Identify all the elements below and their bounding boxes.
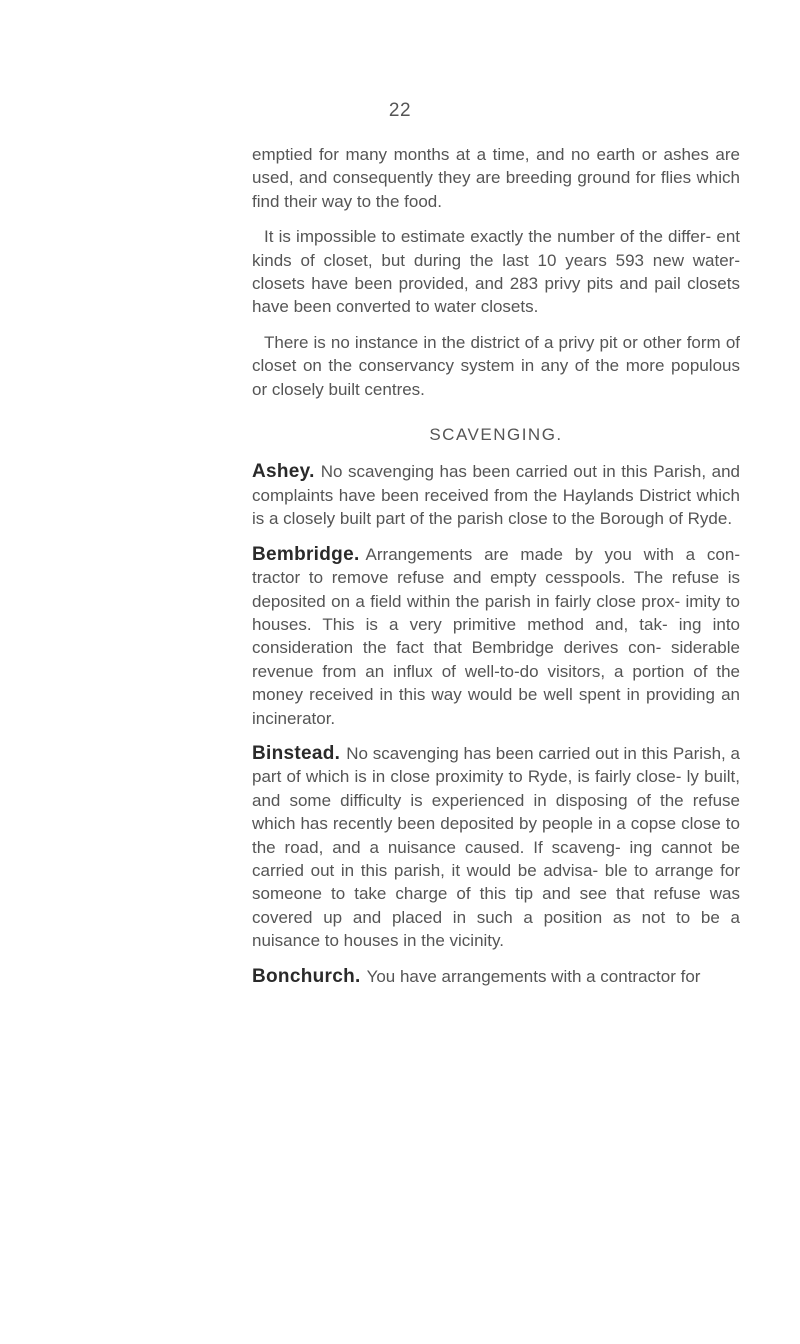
- page-number: 22: [388, 100, 412, 121]
- parish-entry-ashey: [252, 460, 740, 530]
- parish-entry-bonchurch: [252, 965, 740, 988]
- body-text: [252, 143, 740, 1000]
- parish-text: You have arrangements with a contractor for: [366, 966, 701, 986]
- parish-text: Arrangements are made by you with a con- tractor to remove refuse and empty cesspools. The refuse is deposited on a field within the parish in fairly close prox- imity to houses. This is a very primitive method and, tak- ing into consideration the fact that Bembridge derives con- siderable revenue from an influx of well-to-do visitors, a portion of the money received in this way would be well spent in providing an incinerator.: [252, 544, 740, 728]
- paragraph-conservancy: There is no instance in the district of a privy pit or other form of closet on the conservancy system in any of the more populous or closely built centres.: [252, 332, 740, 399]
- parish-name: Ashey.: [252, 461, 315, 483]
- parish-name: Bonchurch.: [252, 965, 361, 987]
- section-heading-scavenging: SCAVENGING.: [429, 425, 563, 445]
- parish-name: Bembridge.: [252, 543, 360, 565]
- paragraph-closet-counts: It is impossible to estimate exactly the number of the differ- ent kinds of closet, but during the last 10 years 593 new water- closets have been provided, and 283 privy pits and pail closets have been converted to water closets.: [252, 227, 740, 317]
- parish-text: No scavenging has been carried out in this Parish, and complaints have been received from the Haylands District which is a closely built part of the parish close to the Borough of Ryde.: [252, 462, 740, 529]
- paragraph-flies: emptied for many months at a time, and no earth or ashes are used, and consequently they are breeding ground for flies which find their way to the food.: [252, 145, 740, 211]
- parish-text: No scavenging has been carried out in this Parish, a part of which is in close proximity to Ryde, is fairly close- ly built, and some difficulty is experienced in disposing of the refuse which has recently been deposited by people in a copse close to the road, and a nuisance caused. If scaveng- ing cannot be carried out in this parish, it would be advisa- ble to arrange for someone to take charge of this tip and see that refuse was covered up and placed in such a position as not to be a nuisance to houses in the vicinity.: [252, 743, 740, 951]
- parish-entry-binstead: [252, 742, 740, 953]
- parish-name: Binstead.: [252, 742, 341, 764]
- parish-entry-bembridge: [252, 543, 740, 730]
